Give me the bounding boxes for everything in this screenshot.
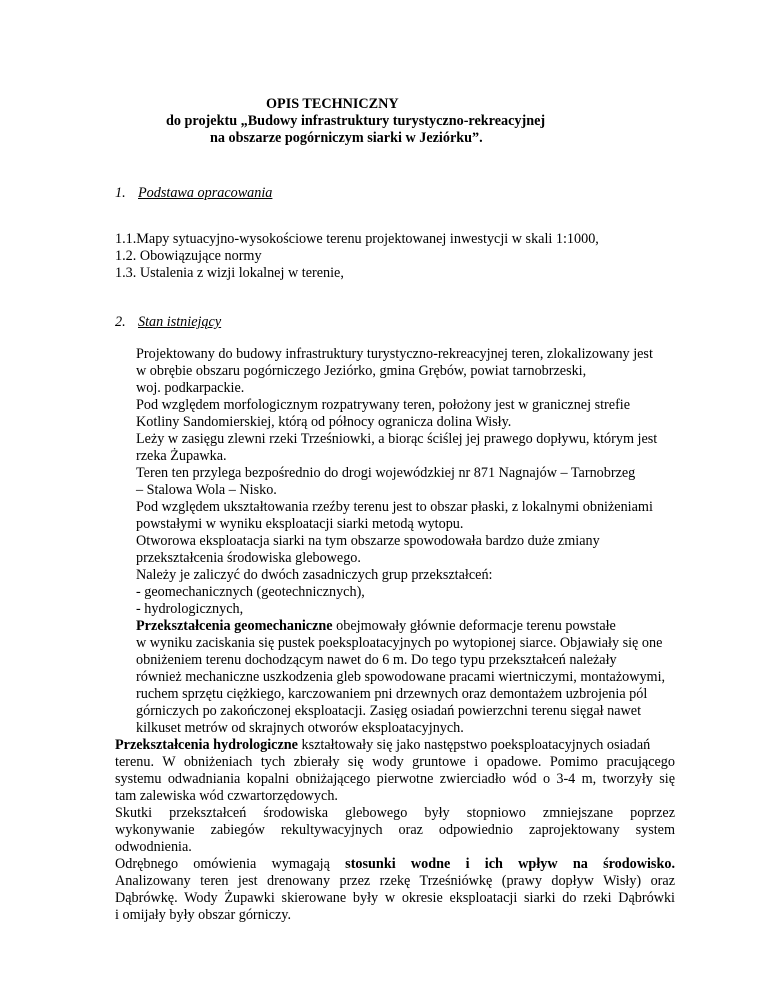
text-line: w wyniku zaciskania się pustek poeksploatacyjnych po wytopionej siarce. Objawiały się one: [136, 635, 663, 651]
section-title: Stan istniejący: [138, 314, 222, 330]
water-relations-paragraph: [115, 856, 675, 924]
text-line: [136, 618, 696, 635]
text-line: Pod względem morfologicznym rozpatrywany teren, położony jest w granicznej strefie: [136, 397, 631, 413]
text-line: - geomechanicznych (geotechnicznych),: [136, 584, 365, 600]
text-span: obejmowały głównie deformacje terenu powstałe: [332, 618, 616, 634]
section-title: Podstawa opracowania: [138, 185, 273, 201]
text-line: powstałymi w wyniku eksploatacji siarki metodą wytopu.: [136, 516, 464, 532]
hydrology-paragraph: [115, 737, 675, 754]
text-line: w obrębie obszaru pogórniczego Jeziórko, gmina Grębów, powiat tarnobrzeski,: [136, 363, 587, 379]
text-line: i omijały były obszar górniczy.: [115, 907, 291, 923]
hydrology-paragraph-body: [115, 754, 675, 856]
text-line: Teren ten przylega bezpośrednio do drogi wojewódzkiej nr 871 Nagnajów – Tarnobrzeg: [136, 465, 636, 481]
text-line: Otworowa eksploatacja siarki na tym obszarze spowodowała bardzo duże zmiany: [136, 533, 600, 549]
text-line: – Stalowa Wola – Nisko.: [136, 482, 277, 498]
title-line-1: OPIS TECHNICZNY: [266, 96, 399, 112]
text-line: Leży w zasięgu zlewni rzeki Trześniowki, a biorąc ściślej jej prawego dopływu, którym jest: [136, 431, 658, 447]
text-line: Skutki przekształceń środowiska glebowego były stopniowo zmniejszane poprzez: [115, 805, 675, 821]
text-line: Pod względem ukształtowania rzeźby terenu jest to obszar płaski, z lokalnymi obniżeniami: [136, 499, 653, 515]
text-line: tam zalewiska wód czwartorzędowych.: [115, 788, 338, 804]
title-line-2: do projektu „Budowy infrastruktury turystyczno-rekreacyjnej: [166, 113, 546, 129]
text-line: terenu. W obniżeniach tych zbierały się wody gruntowe i opadowe. Pomimo pracującego: [115, 754, 675, 770]
bold-term: stosunki wodne i ich wpływ na środowisko.: [345, 856, 675, 872]
text-line: [115, 856, 675, 873]
text-line: również mechaniczne uszkodzenia gleb spowodowane pracami wiertniczymi, montażowymi,: [136, 669, 666, 685]
bold-term: Przekształcenia geomechaniczne: [136, 618, 333, 634]
basis-list: [115, 231, 599, 282]
text-line: ruchem sprzętu ciężkiego, karczowaniem pni drzewnych oraz demontażem uzbrojenia pól: [136, 686, 648, 702]
text-line: obniżeniem terenu dochodzącym nawet do 6 m. Do tego typu przekształceń należały: [136, 652, 617, 668]
text-line: wykonywanie zabiegów rekultywacyjnych oraz odpowiednio zaprojektowany system: [115, 822, 675, 838]
existing-state-paragraph: [136, 346, 696, 737]
text-line: Analizowany teren jest drenowany przez rzekę Trześniówkę (prawy dopływ Wisły) oraz: [115, 873, 675, 889]
text-line: górniczych po zakończonej eksploatacji. Zasięg osiadań powierzchni terenu sięgał nawet: [136, 703, 642, 719]
text-line: kilkuset metrów od skrajnych otworów eksploatacyjnych.: [136, 720, 464, 736]
text-line: Projektowany do budowy infrastruktury turystyczno-rekreacyjnej teren, zlokalizowany jest: [136, 346, 653, 362]
section-number: 2.: [115, 314, 126, 330]
text-span: kształtowały się jako następstwo poeksploatacyjnych osiadań: [297, 737, 651, 753]
text-line: woj. podkarpackie.: [136, 380, 245, 396]
list-item: 1.2. Obowiązujące normy: [115, 248, 262, 264]
text-line: systemu odwadniania kopalni obniżającego pierwotne zwierciadło wód o 3-4 m, tworzyły się: [115, 771, 675, 787]
text-line: Należy je zaliczyć do dwóch zasadniczych grup przekształceń:: [136, 567, 493, 583]
text-line: - hydrologicznych,: [136, 601, 244, 617]
list-item: 1.3. Ustalenia z wizji lokalnej w terenie,: [115, 265, 344, 281]
text-line: Dąbrówkę. Wody Żupawki skierowane były w okresie eksploatacji siarki do rzeki Dąbrówki: [115, 890, 675, 906]
text-line: odwodnienia.: [115, 839, 192, 855]
text-line: Kotliny Sandomierskiej, którą od północy ogranicza dolina Wisły.: [136, 414, 512, 430]
title-line-3: na obszarze pogórniczym siarki w Jeziórku”.: [210, 130, 483, 146]
text-line: przekształcenia środowiska glebowego.: [136, 550, 361, 566]
section-number: 1.: [115, 185, 126, 201]
text-line: [115, 737, 675, 754]
list-item: 1.1.Mapy sytuacyjno-wysokościowe terenu projektowanej inwestycji w skali 1:1000,: [115, 231, 599, 247]
bold-term: Przekształcenia hydrologiczne: [115, 737, 298, 753]
text-span: Odrębnego omówienia wymagają: [115, 856, 346, 872]
text-line: rzeka Żupawka.: [136, 448, 227, 464]
